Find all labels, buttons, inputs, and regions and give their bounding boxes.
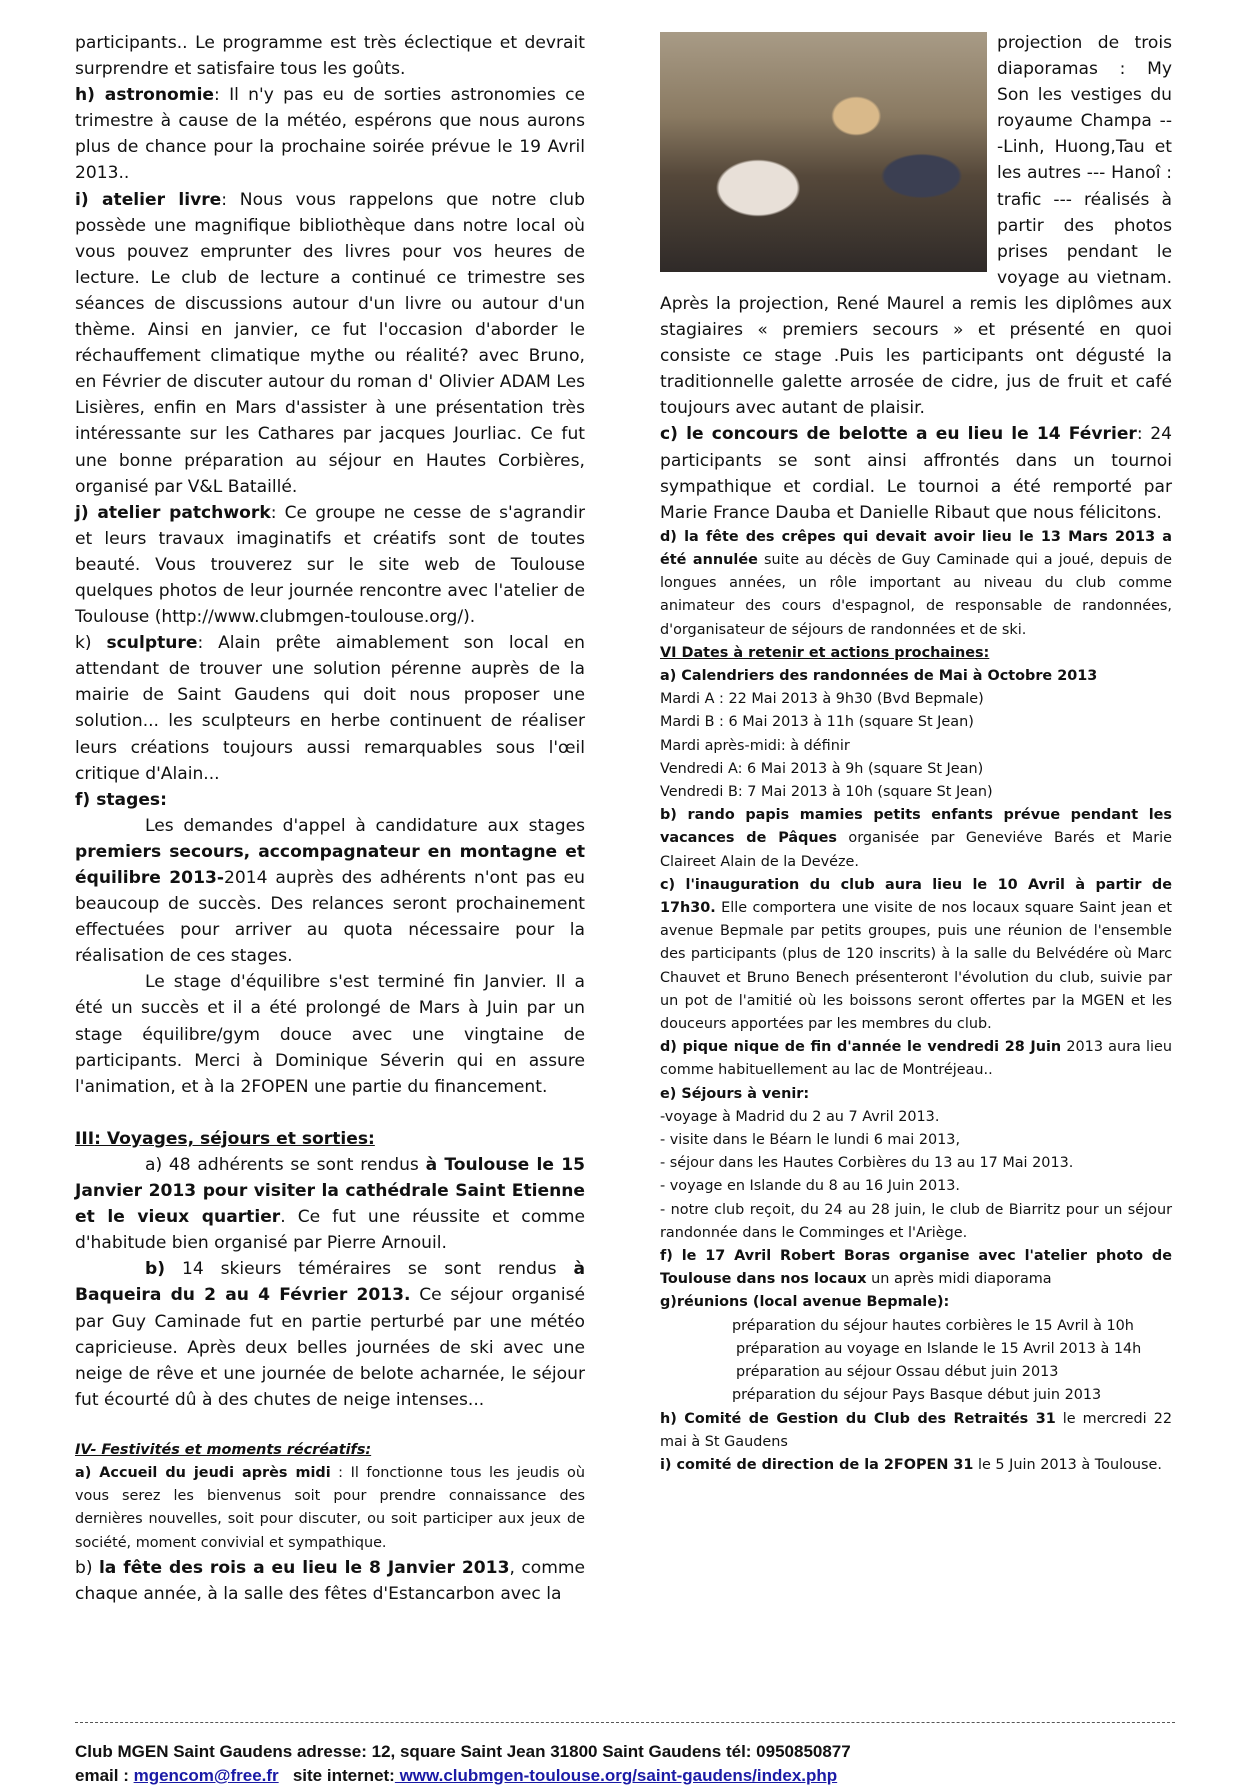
left-column bbox=[75, 30, 585, 1607]
list-item: préparation au voyage en Islande le 15 Avril 2013 à 14h bbox=[736, 1340, 1142, 1357]
section-heading-dates: VI Dates à retenir et actions prochaines: bbox=[660, 644, 990, 661]
list-item: Mardi après-midi: à définir bbox=[660, 737, 850, 754]
paragraph-pique-nique: d) pique nique de fin d'année le vendredi 28 Juin 2013 aura lieu comme habituellement au lac de Montréjeau.. bbox=[660, 1039, 1172, 1079]
list-item: - notre club reçoit, du 24 au 28 juin, le club de Biarritz pour un séjour randonnée dans le Comminges et l'Ariège. bbox=[660, 1201, 1172, 1241]
heading-calendriers: a) Calendriers des randonnées de Mai à Octobre 2013 bbox=[660, 668, 1098, 684]
list-item: - séjour dans les Hautes Corbières du 13 au 17 Mai 2013. bbox=[660, 1155, 1074, 1172]
paragraph-patchwork: j) atelier patchwork: Ce groupe ne cesse de s'agrandir et leurs travaux imaginatifs et créatifs sont de toutes beauté. Vous trouverez sur le site web de Toulouse quelques photos de leur journée rencontre avec l'atelier de Toulouse (http://www.clubmgen-toulouse.org/). bbox=[75, 502, 585, 628]
list-item: - voyage en Islande du 8 au 16 Juin 2013. bbox=[660, 1178, 960, 1195]
list-item: préparation au séjour Ossau début juin 2013 bbox=[736, 1364, 1059, 1381]
paragraph-rando-papis: b) rando papis mamies petits enfants prévue pendant les vacances de Pâques organisée par Geneviéve Barés et Marie Claireet Alain de la Devéze. bbox=[660, 807, 1172, 870]
heading-sejours: e) Séjours à venir: bbox=[660, 1085, 810, 1102]
paragraph-toulouse: a) 48 adhérents se sont rendus à Toulouse le 15 Janvier 2013 pour visiter la cathédrale Saint Etienne et le vieux quartier. Ce fut une réussite et comme d'habitude bien organisé par Pierre Arnouil. bbox=[75, 1154, 585, 1254]
paragraph-baqueira: b) 14 skieurs téméraires se sont rendus à Baqueira du 2 au 4 Février 2013. Ce séjour organisé par Guy Caminade fut en partie perturbé par une météo capricieuse. Après deux belles journées de ski avec une neige de rêve et une journée de belote acharnée, le séjour fut écourté dû à des chutes de neige intenses... bbox=[75, 1259, 586, 1410]
list-item: Vendredi B: 7 Mai 2013 à 10h (square St Jean) bbox=[660, 784, 993, 801]
heading-stages: f) stages: bbox=[75, 789, 167, 810]
paragraph-belotte: c) le concours de belotte a eu lieu le 14 Février: 24 participants se sont ainsi affrontés dans un tournoi sympathique et cordial. Le tournoi a été remporté par Marie France Dauba et Danielle Ribaut que nous félicitons. bbox=[660, 424, 1172, 523]
list-item: Mardi A : 22 Mai 2013 à 9h30 (Bvd Bepmale) bbox=[660, 691, 984, 708]
website-link[interactable]: www.clubmgen-toulouse.org/saint-gaudens/index.php bbox=[394, 1766, 838, 1785]
list-item: Mardi B : 6 Mai 2013 à 11h (square St Jean) bbox=[660, 714, 974, 731]
event-photo bbox=[660, 32, 987, 272]
heading-astronomie: h) astronomie bbox=[75, 85, 215, 106]
paragraph-stages: Les demandes d'appel à candidature aux stages premiers secours, accompagnateur en montagne et équilibre 2013-2014 auprès des adhérents n'ont pas eu beaucoup de succès. Des relances seront prochainement effectuées pour arriver au quota nécessaire pour la réalisation de ces stages. bbox=[75, 815, 585, 967]
list-item: - visite dans le Béarn le lundi 6 mai 2013, bbox=[660, 1132, 961, 1149]
right-column bbox=[660, 30, 1172, 1477]
heading-atelier-livre: i) atelier livre bbox=[75, 189, 222, 210]
list-item: Vendredi A: 6 Mai 2013 à 9h (square St Jean) bbox=[660, 760, 984, 777]
paragraph-sculpture: k) sculpture: Alain prête aimablement son local en attendant de trouver une solution pérenne auprès de la mairie de Saint Gaudens qui doit nous proposer une solution... les sculpteurs en herbe continuent de réaliser leurs créations toujours aussi remarquables sous l'œil critique d'Alain... bbox=[75, 633, 585, 784]
list-item: préparation du séjour Pays Basque début juin 2013 bbox=[732, 1387, 1102, 1404]
footer-address: Club MGEN Saint Gaudens adresse: 12, square Saint Jean 31800 Saint Gaudens tél: 0950850877 bbox=[75, 1742, 851, 1761]
paragraph-inauguration: c) l'inauguration du club aura lieu le 10 Avril à partir de 17h30. Elle comportera une visite de nos locaux square Saint jean et avenue Bepmale par petits groupes, puis une réunion de l'ensemble des participants (plus de 120 inscrits) à la salle du Belvédére où Marc Chauvet et Bruno Benech présenteront l'évolution du club, suivie par un pot de l'amitié où les boissons seront offertes par la MGEN et les douceurs apportées par les membres du club. bbox=[660, 876, 1172, 1033]
heading-reunions: g)réunions (local avenue Bepmale): bbox=[660, 1294, 950, 1311]
email-link[interactable]: mgencom@free.fr bbox=[133, 1766, 279, 1785]
paragraph-astronomie: h) astronomie: Il n'y pas eu de sorties astronomies ce trimestre à cause de la météo, espérons que nous aurons plus de chance pour la prochaine soirée prévue le 19 Avril 2013.. bbox=[75, 85, 585, 184]
footer-contact: email : mgencom@free.fr site internet: www.clubmgen-toulouse.org/saint-gaudens/index.php bbox=[75, 1766, 838, 1785]
paragraph-rois: b) la fête des rois a eu lieu le 8 Janvier 2013, comme chaque année, à la salle des fêtes d'Estancarbon avec la bbox=[75, 1557, 586, 1604]
paragraph-atelier-livre: i) atelier livre: Nous vous rappelons que notre club possède une magnifique bibliothèque dans notre local où vous pouvez emprunter des livres pour vos heures de lecture. Le club de lecture a continué ce trimestre ses séances de discussions autour d'un livre ou autour d'un thème. Ainsi en janvier, ce fut l'occasion d'aborder le réchauffement climatique mythe ou réalité? avec Bruno, en Février de discuter autour du roman d' Olivier ADAM Les Lisières, enfin en Mars d'assister à une présentation très intéressante sur les Cathares par jacques Jourliac. Ce fut une bonne préparation au séjour en Hautes Corbières, organisé par V&L Bataillé. bbox=[75, 189, 585, 497]
footer-separator bbox=[75, 1722, 1175, 1723]
paragraph-diaporamas: projection de trois diaporamas : My Son les vestiges du royaume Champa ---Linh, Huong,Tau et les autres --- Hanoî : trafic --- réalisés à partir des photos prises pendant le voyage au vietnam. Après la projection, René Maurel a remis les diplômes aux stagiaires « premiers secours » et présenté en quoi consiste ce stage .Puis les participants ont dégusté la traditionnelle galette arrosée de cidre, jus de fruit et café toujours avec autant de plaisir. bbox=[660, 33, 1172, 419]
paragraph-atelier-photo: f) le 17 Avril Robert Boras organise avec l'atelier photo de Toulouse dans nos locaux un après midi diaporama bbox=[660, 1248, 1172, 1288]
section-heading-voyages: III: Voyages, séjours et sorties: bbox=[75, 1128, 375, 1149]
list-item: préparation du séjour hautes corbières le 15 Avril à 10h bbox=[732, 1317, 1134, 1334]
section-heading-festivites: IV- Festivités et moments récréatifs: bbox=[75, 1441, 372, 1458]
heading-sculpture: sculpture bbox=[106, 633, 198, 654]
paragraph: participants.. Le programme est très éclectique et devrait surprendre et satisfaire tous les goûts. bbox=[75, 33, 585, 80]
list-item: -voyage à Madrid du 2 au 7 Avril 2013. bbox=[660, 1108, 940, 1125]
heading-patchwork: j) atelier patchwork bbox=[75, 502, 271, 523]
paragraph-accueil: a) Accueil du jeudi après midi : Il fonctionne tous les jeudis où vous serez les bienvenus soit pour prendre connaissance des dernières nouvelles, soit pour discuter, ou soit participer aux jeux de société, moment convivial et sympathique. bbox=[75, 1465, 585, 1551]
paragraph-crepes: d) la fête des crêpes qui devait avoir lieu le 13 Mars 2013 a été annulée suite au décès de Guy Caminade qui a joué, depuis de longues années, un rôle important au niveau du club comme animateur des cours d'espagnol, de responsable de randonnées, d'organisateur de séjours de randonnées et de ski. bbox=[660, 528, 1173, 638]
paragraph-comite-gestion: h) Comité de Gestion du Club des Retraités 31 le mercredi 22 mai à St Gaudens bbox=[660, 1410, 1173, 1450]
paragraph-equilibre: Le stage d'équilibre s'est terminé fin Janvier. Il a été un succès et il a été prolongé de Mars à Juin par un stage équilibre/gym douce avec une vingtaine de participants. Merci à Dominique Séverin qui en assure l'animation, et à la 2FOPEN une partie du financement. bbox=[75, 972, 585, 1097]
paragraph-comite-direction: i) comité de direction de la 2FOPEN 31 le 5 Juin 2013 à Toulouse. bbox=[660, 1456, 1162, 1473]
footer bbox=[75, 1740, 1175, 1788]
